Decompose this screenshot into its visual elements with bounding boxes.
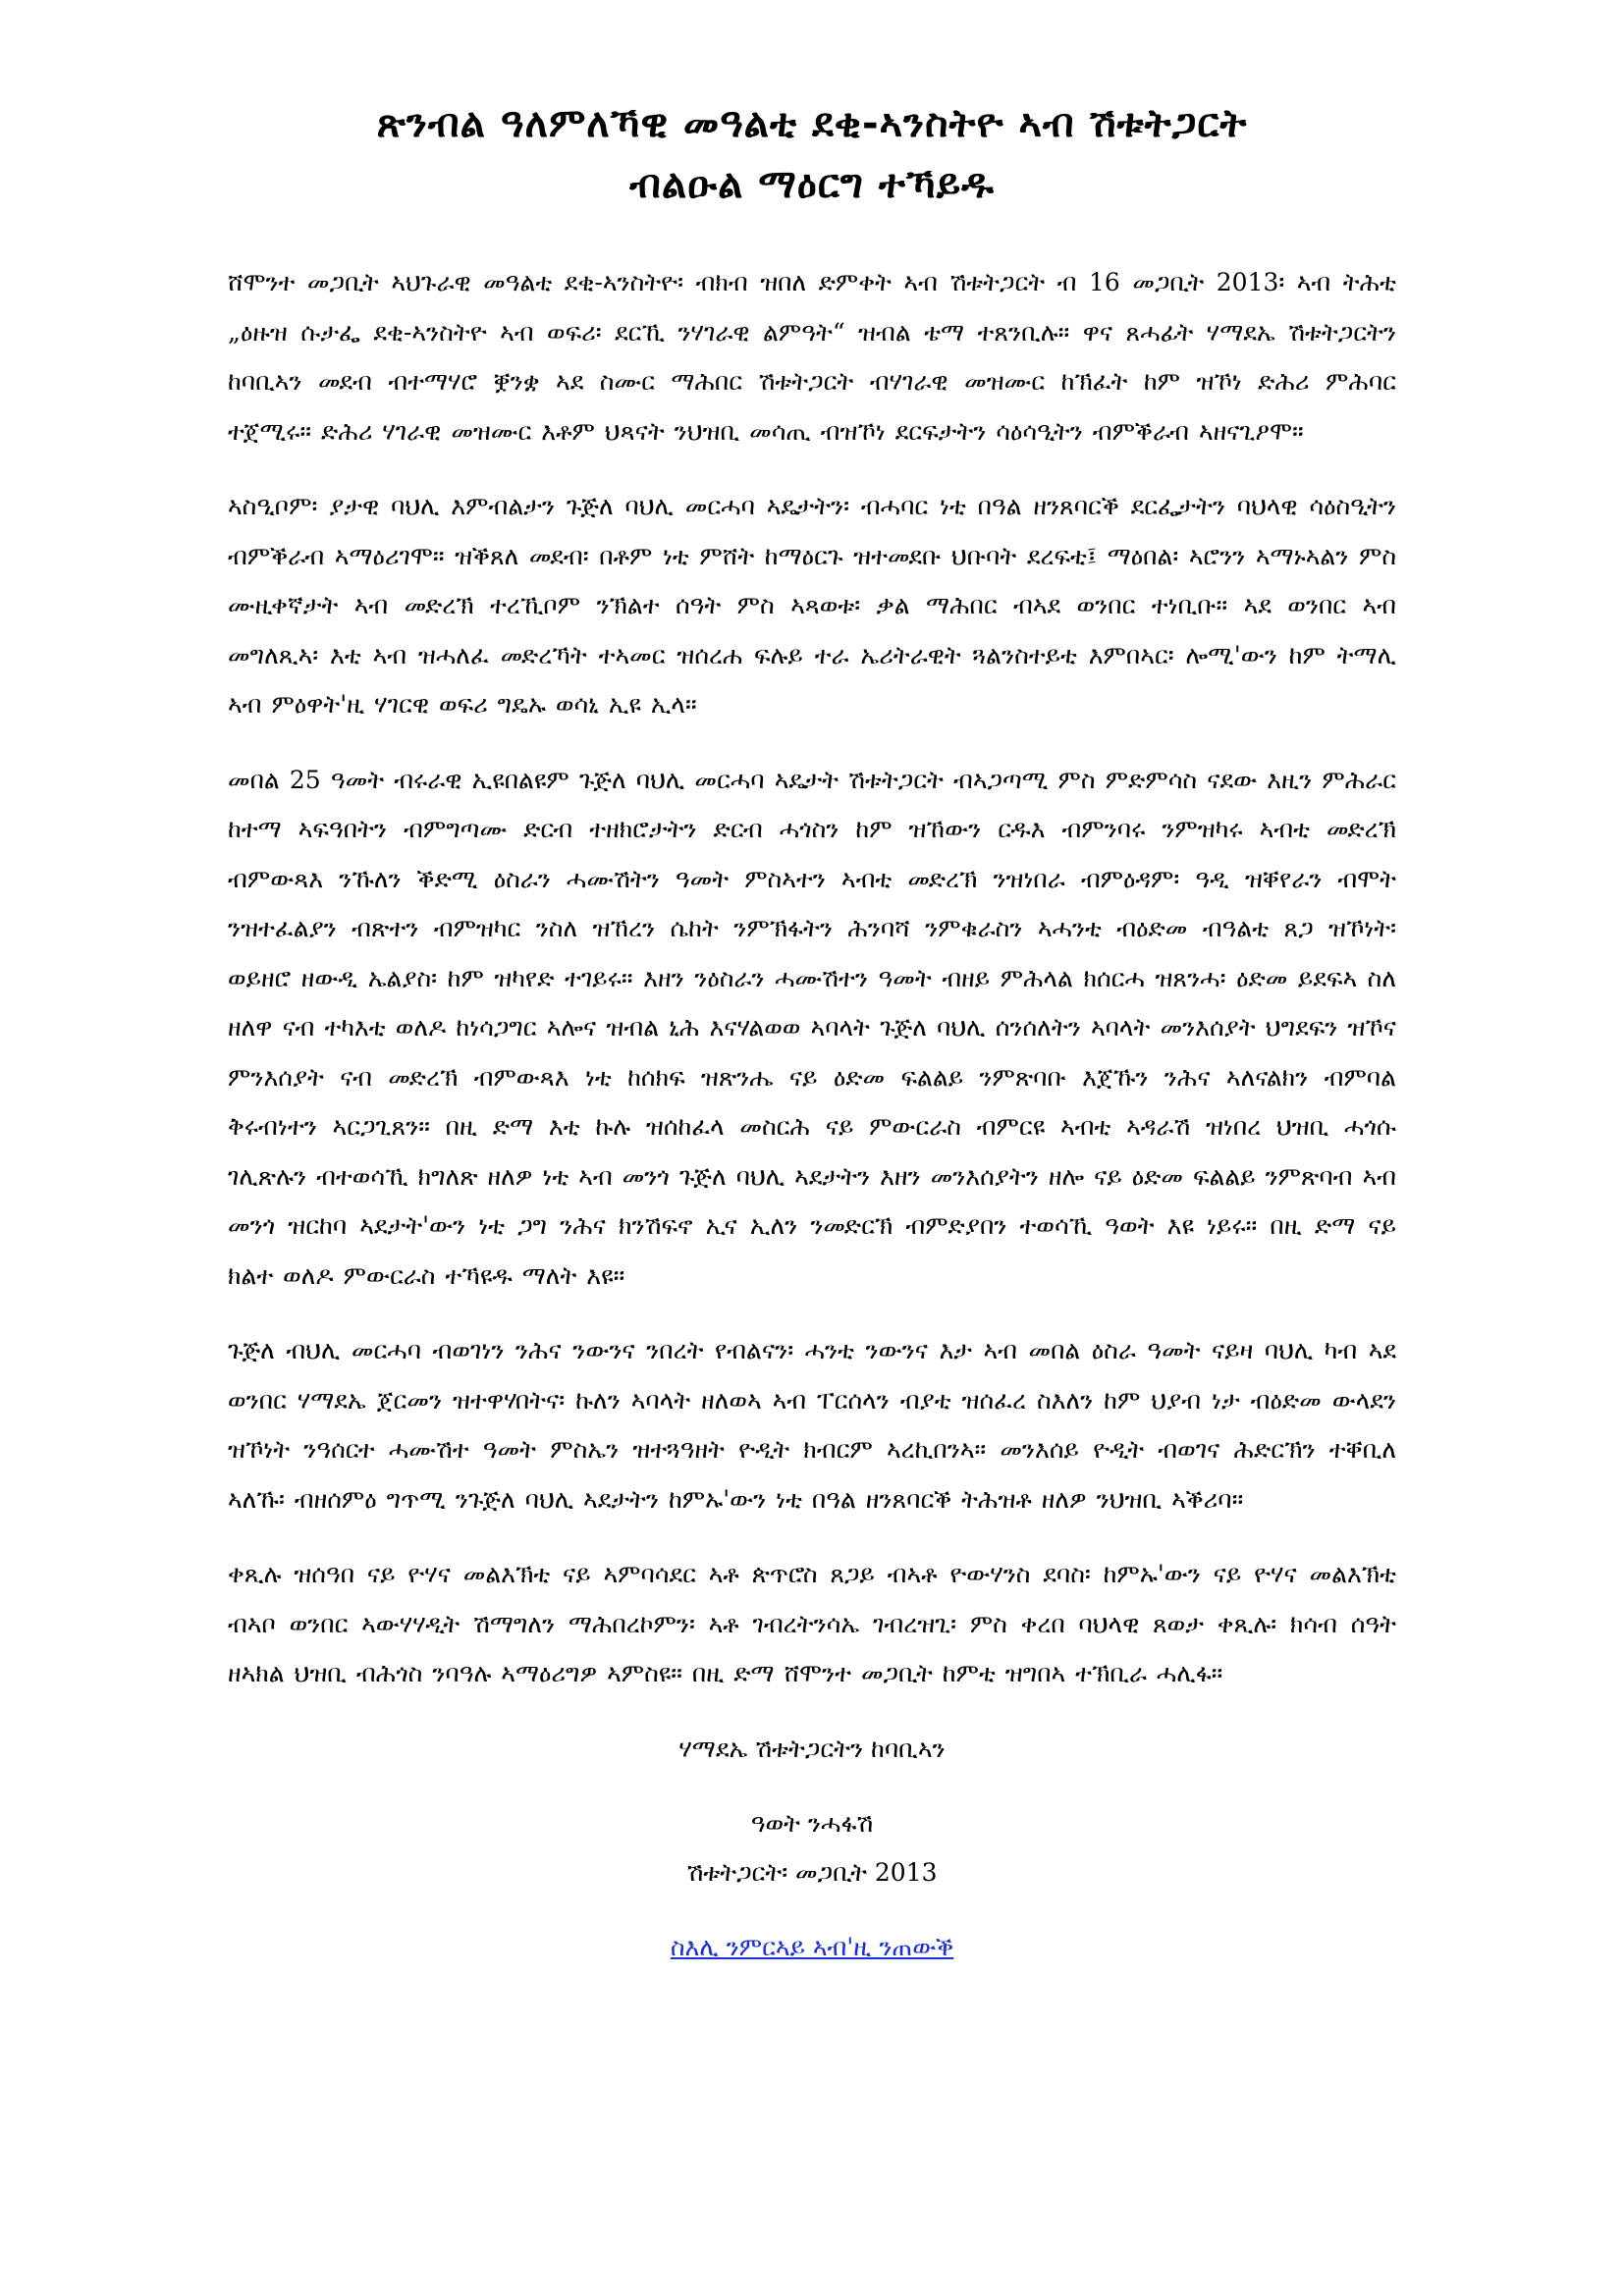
signature-place-date: ሽቱትጋርት፡ መጋቢት 2013 xyxy=(686,1857,938,1887)
paragraph-2: ኣስዒቦም፡ ያታዊ ባህሊ እምብልታን ጉጅለ ባህሊ መርሓባ ኣዴታትን፡ ብሓባር ነቲ በዓል ዘንጸባርቕ ደርፌታትን ባህላዊ ሳዕስዒትን ብምቕራብ ኣማዕሪገሞ። ዝቕጸለ መደብ፡ በቶም ነቲ ምሸት ከማዕርጉ ዝተመደቡ ህቡባት ደረፍቲ፤ ማዕበል፡ ኣሮንን ኣማኑኣልን ምስ ሙዚቀኛታት ኣብ መድረኽ ተረኺቦም ንኽልተ ሰዓት ምስ ኣጻወቱ፡ ቃል ማሕበር ብኣደ ወንበር ተነቢቡ። ኣደ ወንበር ኣብ መግለጺኣ፡ እቲ ኣብ ዝሓለፈ መድረኻት ተኣመር ዝሰረሐ ፍሉይ ተራ ኤሪትራዊት ጓልንስተይቲ እምበኣር፡ ሎሚ'ውን ከም ትማሊ ኣብ ምዕዋት'ዚ ሃገርዊ ወፍሪ ግዴኡ ወሳኒ ኢዩ ኢላ። xyxy=(228,492,1396,719)
paragraph-5: ቀጺሉ ዝሰዓበ ናይ ዮሃና መልእኽቲ ናይ ኣምባሳደር ኣቶ ጵጥሮስ ጸጋይ ብኣቶ ዮውሃንስ ደባስ፡ ከምኡ'ውን ናይ ዮሃና መልእኽቲ ብኣቦ ወንበር ኣውሃሃዲት ሽማግለን ማሕበረኮምን፡ ኣቶ ገብረትንሳኤ ገብረዝጊ፡ ምስ ቀረበ ባህላዊ ጸወታ ቀጺሉ፡ ክሳብ ሰዓት ዘኣክል ህዝቢ ብሕጎስ ንባዓሉ ኣማዕሪግዎ ኣምስዩ። በዚ ድማ ሸሞንተ መጋቢት ከምቲ ዝግበኣ ተኽቢራ ሓሊፋ። xyxy=(228,1560,1396,1687)
closing-block xyxy=(228,1725,1396,1972)
title-line-1: ጽንብል ዓለምለኻዊ መዓልቲ ደቂ-ኣንስትዮ ኣብ ሽቱትጋርት xyxy=(376,101,1248,146)
paragraph-3: መበል 25 ዓመት ብሩራዊ ኢዩበልዩም ጉጅለ ባህሊ መርሓባ ኣዴታት ሽቱትጋርት ብኣጋጣሚ ምስ ምድምሳስ ናደው እዚን ምሕራር ከተማ ኣፍዓበትን ብምግጣሙ ድርብ ተዘክሮታትን ድርብ ሓጎስን ከም ዝኸውን ርዱእ ብምንባሩ ንምዝካሩ ኣብቲ መድረኽ ብምውጻእ ንኹለን ቕድሚ ዕስራን ሓሙሽትን ዓመት ምስኣተን ኣብቲ መድረኽ ንዝነበራ ብምዕዳም፡ ዓዲ ዝቐየራን ብሞት ንዝተፈልያን ብጽተን ብምዝካር ንስለ ዝኸረን ሴከት ንምኽፋትን ሕንባሻ ንምቁራስን ኣሓንቲ ብዕድመ ብዓልቲ ጸጋ ዝኾነት፡ ወይዘሮ ዘውዲ ኤልያስ፡ ከም ዝካየድ ተገይሩ። እዘን ንዕስራን ሓሙሽተን ዓመት ብዘይ ምሕላል ክሰርሓ ዝጸንሓ፡ ዕድመ ይደፍኣ ስለ ዘለዋ ናብ ተካእቲ ወለዶ ከነሳጋግር ኣሎና ዝብል ኒሕ እናሃልወወ ኣባላት ጉጅለ ባህሊ ሰንሰለትን ኣባላት መንእሰያት ህግደፍን ዝኾና ምንእሰያት ናብ መድረኽ ብምውጻእ ነቲ ከሰክፍ ዝጽንሔ ናይ ዕድመ ፍልልይ ንምጽባቡ እጀኹን ንሕና ኣለናልክን ብምባል ቅሩብነተን ኣርጋጊጸን። በዚ ድማ እቲ ኩሉ ዝሰከፈላ መስርሕ ናይ ምውርራስ ብምርዩ ኣብቲ ኣዳራሽ ዝነበረ ህዝቢ ሓጎሱ ገሊጽሉን ብተወሳኺ ክግለጽ ዘለዎ ነቲ ኣብ መንጎ ጉጅለ ባህሊ ኣደታትን እዘን መንእሰያትን ዘሎ ናይ ዕድመ ፍልልይ ንምጽባብ ኣብ መንጎ ዝርከባ ኣደታት'ውን ነቲ ጋግ ንሕና ክንሽፍኖ ኢና ኢለን ንመድርኽ ብምድያበን ተወሳኺ ዓወት እዩ ነይሩ። በዚ ድማ ናይ ክልተ ወለዶ ምውርራስ ተኻዩዱ ማለት እዩ። xyxy=(228,765,1396,1290)
signature-name: ዓወት ንሓፋሽ xyxy=(750,1808,874,1838)
photo-link-wrapper xyxy=(228,1923,1396,1972)
title-block xyxy=(228,93,1396,215)
photo-link[interactable]: ስእሊ ንምርኣይ ኣብ'ዚ ንጠውቕ xyxy=(670,1932,954,1961)
document-page xyxy=(228,93,1396,1972)
paragraph-4: ጉጅለ ብህሊ መርሓባ ብወገነን ንሕና ንውንና ንበረት የብልናን፡ ሓንቲ ንውንና እታ ኣብ መበል ዕስራ ዓመት ናይዛ ባህሊ ካብ ኣደ ወንበር ሃማደኤ ጀርመን ዝተዋሃበትና፡ ኩለን ኣባላት ዘለወኣ ኣብ ፐርሰላን ብያቲ ዝሰፈረ ስእለን ከም ህያብ ነታ ብዕድመ ውላደን ዝኾነት ንዓሰርተ ሓሙሽተ ዓመት ምስኤን ዝተጓዓዘት ዮዲት ክብርም ኣረኪበንኣ። መንእሰይ ዮዲት ብወገና ሕድርኽን ተቐቢለ ኣለኹ፡ ብዘሰምዕ ግጥሚ ንጉጅለ ባህሊ ኣደታትን ከምኡ'ውን ነቲ በዓል ዘንጸባርቕ ትሕዝቶ ዘለዎ ንህዝቢ ኣቕሪባ። xyxy=(228,1336,1396,1514)
paragraph-1: ሸሞንተ መጋቢት ኣህጉራዊ መዓልቲ ደቂ-ኣንስትዮ፡ ብክብ ዝበለ ድምቀት ኣብ ሽቱትጋርት ብ 16 መጋቢት 2013፡ ኣብ ትሕቲ „ዕዙዝ ሱታፌ ደቂ-ኣንስትዮ ኣብ ወፍሪ፡ ደርኺ ንሃገራዊ ልምዓት“ ዝብል ቴማ ተጸንቢሉ። ዋና ጸሓፊት ሃማደኤ ሽቱትጋርትን ከባቢኣን መደብ ብተማሃሮ ቛንቋ ኣደ ስሙር ማሕበር ሽቱትጋርት ብሃገራዊ መዝሙር ከኽፈት ከም ዝኾነ ድሕሪ ምሕባር ተጀሚሩ። ድሕሪ ሃገራዊ መዝሙር እቶም ህጻናት ንህዝቢ መሳጢ ብዝኾነ ደርፍታትን ሳዕሳዒትን ብምቕራብ ኣዘናጊዖሞ። xyxy=(228,268,1396,446)
organization-name: ሃማደኤ ሽቱትጋርትን ከባቢኣን xyxy=(678,1734,946,1763)
title-line-2: ብልዑል ማዕርግ ተኻይዱ xyxy=(629,162,995,207)
